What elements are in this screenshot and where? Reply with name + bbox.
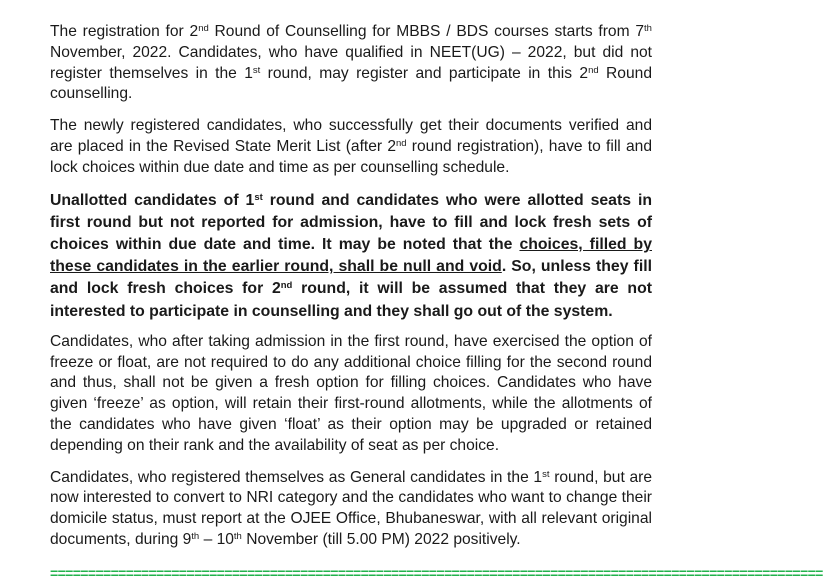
text: November, 2022. Candidates, who have qualified in NEET(UG) – 2022, but did not register themselves in the 1 <box>50 43 652 82</box>
text: round registration), have to fill and lock choices within due date and time as per counselling schedule. <box>50 137 652 176</box>
text: The registration for 2 <box>50 23 199 40</box>
paragraph-unallotted-candidates <box>50 190 652 323</box>
underlined-text: choices, filled by these candidates in the earlier round, shall be null and void <box>50 235 652 276</box>
superscript: nd <box>198 23 209 34</box>
paragraph-registration <box>50 22 652 105</box>
text: – 10 <box>199 530 234 548</box>
paragraph-nri-domicile <box>50 468 652 551</box>
notice-document <box>50 22 652 562</box>
superscript: st <box>254 191 263 203</box>
superscript: th <box>191 530 200 542</box>
paragraph-freeze-float <box>50 332 652 457</box>
text: The newly registered candidates, who successfully get their documents verified and are placed in the Revised State Merit List (after 2 <box>50 117 652 155</box>
divider-line: ====================================================================================================== <box>50 565 823 581</box>
text: round, but are now interested to convert to NRI category and the candidates who want to change their domicile status, must report at the OJEE Office, Bhubaneswar, with all relevant original documents, during 9 <box>50 468 652 548</box>
text: November (till 5.00 PM) 2022 positively. <box>241 530 521 548</box>
text: round, it will be assumed that they are not interested to participate in counselling and they shall go out of the system. <box>50 280 652 320</box>
superscript: th <box>644 23 652 34</box>
text: Unallotted candidates of 1 <box>50 191 255 209</box>
text: Round of Counselling for MBBS / BDS courses starts from 7 <box>208 23 645 40</box>
superscript: nd <box>588 64 599 76</box>
superscript: nd <box>396 137 407 149</box>
superscript: nd <box>280 280 293 292</box>
text: Round counselling. <box>50 64 652 103</box>
superscript: st <box>542 468 550 480</box>
text: round, may register and participate in this 2 <box>260 64 589 82</box>
text: . So, unless they fill and lock fresh choices for 2 <box>50 258 652 298</box>
text: Candidates, who registered themselves as General candidates in the 1 <box>50 468 543 486</box>
paragraph-new-candidates <box>50 116 652 178</box>
text: round and candidates who were allotted seats in first round but not reported for admission, have to fill and lock fresh sets of choices within due date and time. It may be noted that the <box>50 191 652 253</box>
text: Candidates, who after taking admission in the first round, have exercised the option of freeze or float, are not required to do any additional choice filling for the second round and thus, shall not be given a fresh option for filling choices. Candidates who have given ‘freeze’ as option, will retain their first-round allotments, while the allotments of the candidates who have given ‘float’ as their option may be upgraded or retained depending on their rank and the availability of seat as per choice. <box>50 332 652 454</box>
superscript: th <box>233 530 242 542</box>
superscript: st <box>252 64 261 76</box>
